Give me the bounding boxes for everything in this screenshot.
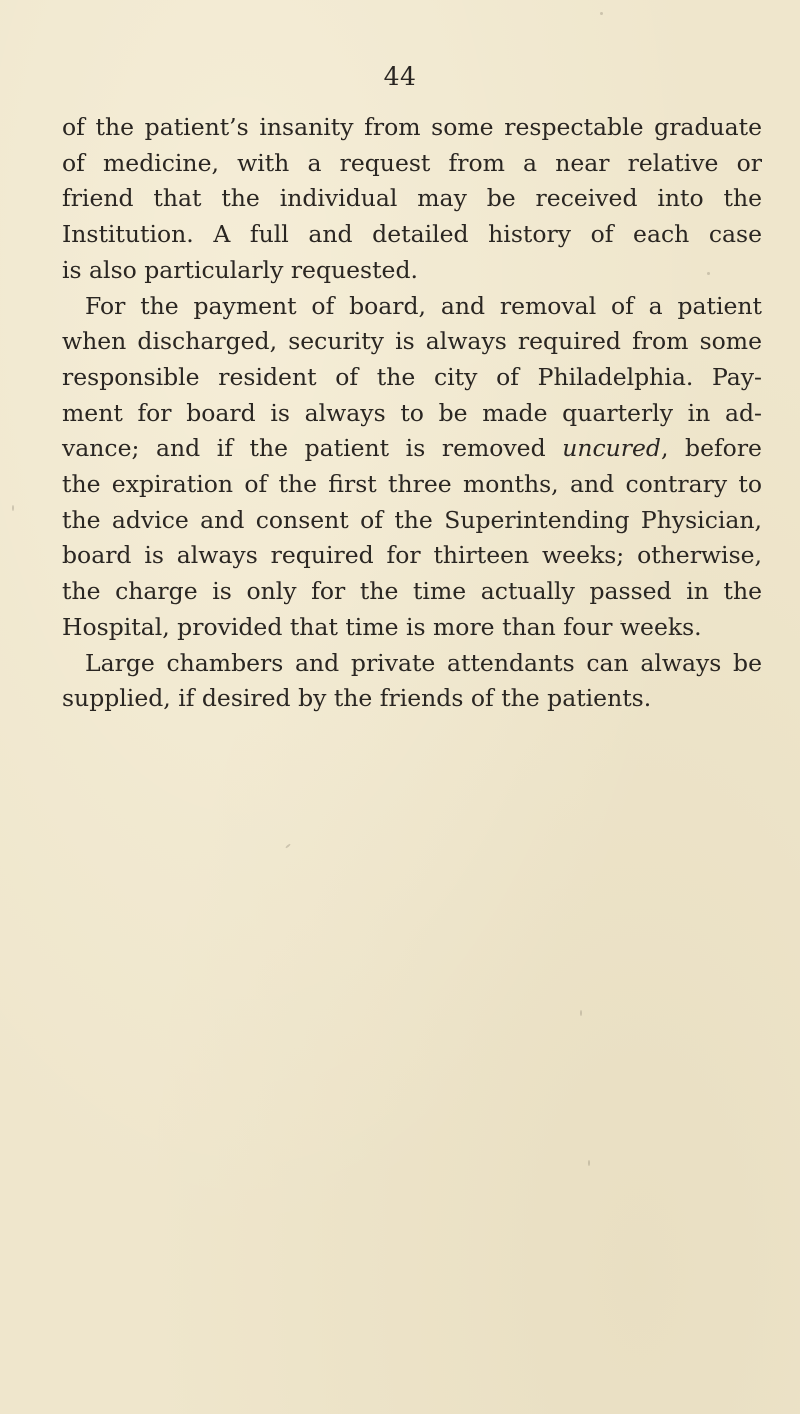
text-line: For the payment of board, and removal of a patient [85, 291, 762, 320]
paper-speck [588, 1160, 590, 1166]
text-segment: vance; and if the patient is removed [62, 434, 546, 463]
page-number: 44 [383, 62, 417, 91]
text-line: ment for board is always to be made quarterly in ad- [62, 398, 762, 427]
paper-speck [12, 505, 14, 511]
text-line: board is always required for thirteen weeks; otherwise, [62, 541, 762, 570]
text-segment: , before [660, 434, 762, 463]
text-line: Institution. A full and detailed history of each case [62, 220, 762, 249]
text-line: Hospital, provided that time is more than four weeks. [62, 612, 702, 641]
text-line: when discharged, security is always required from some [62, 327, 762, 356]
paper-speck [620, 620, 622, 622]
text-line: the charge is only for the time actually passed in the [62, 577, 762, 606]
text-line: supplied, if desired by the friends of the patients. [62, 684, 652, 713]
italic-word: uncured [562, 434, 661, 463]
text-line: Large chambers and private attendants can always be [85, 648, 762, 677]
paper-speck [707, 272, 710, 275]
text-line: is also particularly requested. [62, 255, 418, 284]
paragraph-1 [62, 110, 762, 289]
paper-speck [600, 12, 603, 15]
text-line: responsible resident of the city of Philadelphia. Pay- [62, 362, 762, 391]
paragraph-3 [62, 646, 762, 717]
paper-speck [580, 1010, 582, 1016]
paper-speck [285, 843, 291, 848]
text-line: the expiration of the first three months, and contrary to [62, 470, 762, 499]
paragraph-2 [62, 289, 762, 646]
text-line: of the patient’s insanity from some respectable graduate [62, 113, 762, 141]
text-line: the advice and consent of the Superintending Physician, [62, 505, 762, 534]
body-text [62, 110, 762, 717]
text-line: of medicine, with a request from a near relative or [62, 148, 762, 177]
text-line: friend that the individual may be received into the [62, 184, 762, 213]
text-line-mixed [62, 431, 762, 467]
